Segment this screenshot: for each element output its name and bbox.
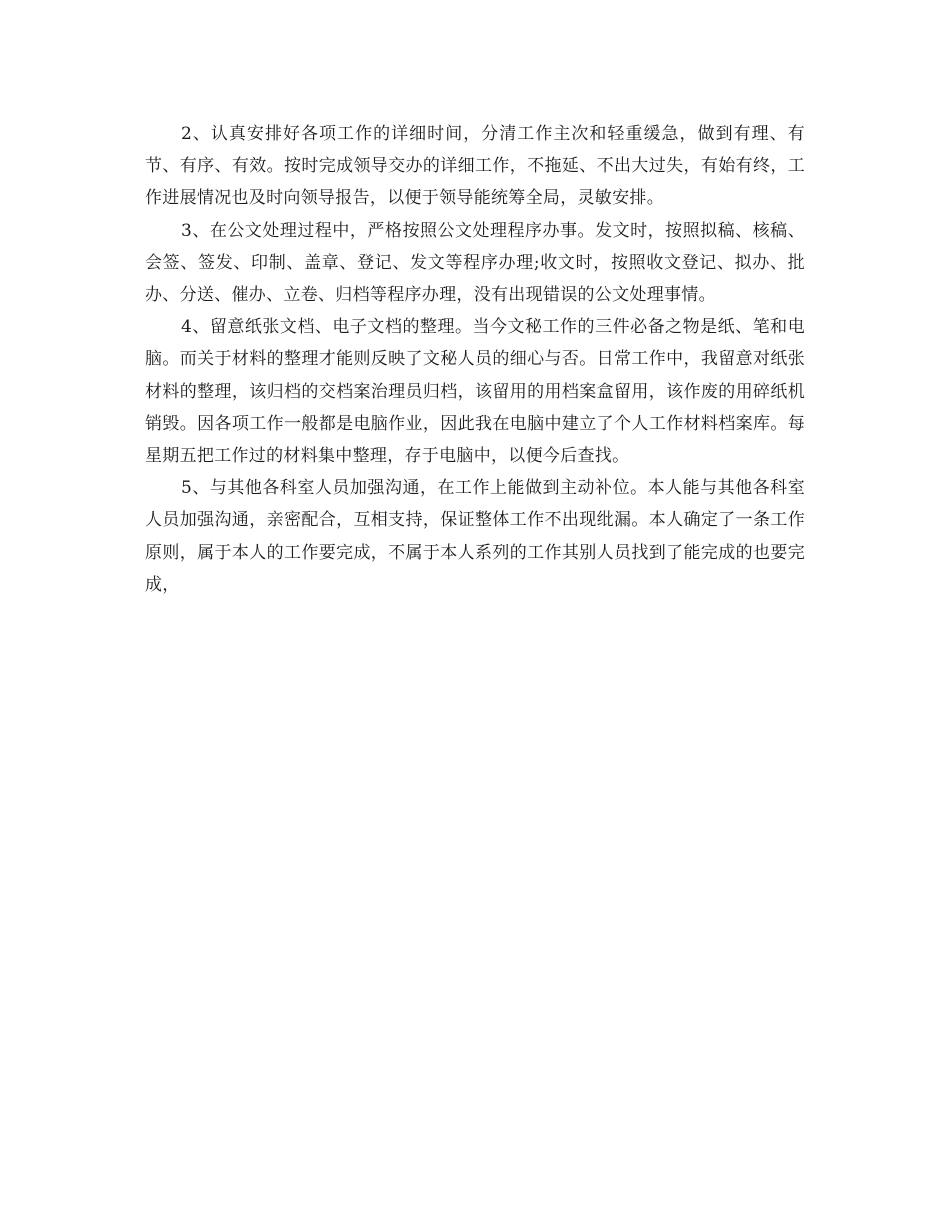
paragraph-item-4: 4、留意纸张文档、电子文档的整理。当今文秘工作的三件必备之物是纸、笔和电脑。而关于材料的整理才能则反映了文秘人员的细心与否。日常工作中，我留意对纸张材料的整理，该归档的交档案治理员归档，该留用的用档案盒留用，该作废的用碎纸机销毁。因各项工作一般都是电脑作业，因此我在电脑中建立了个人工作材料档案库。每星期五把工作过的材料集中整理，存于电脑中，以便今后查找。 bbox=[145, 317, 805, 467]
paragraph-item-2: 2、认真安排好各项工作的详细时间，分清工作主次和轻重缓急，做到有理、有节、有序、有效。按时完成领导交办的详细工作，不拖延、不出大过失，有始有终，工作进展情况也及时向领导报告，以便于领导能统筹全局，灵敏安排。 bbox=[145, 124, 805, 209]
paragraph-item-3: 3、在公文处理过程中，严格按照公文处理程序办事。发文时，按照拟稿、核稿、会签、签发、印制、盖章、登记、发文等程序办理;收文时，按照收文登记、拟办、批办、分送、催办、立卷、归档等程序办理，没有出现错误的公文处理事情。 bbox=[145, 220, 805, 306]
document-body bbox=[145, 118, 805, 601]
paragraph-item-5: 5、与其他各科室人员加强沟通，在工作上能做到主动补位。本人能与其他各科室人员加强沟通，亲密配合，互相支持，保证整体工作不出现纰漏。本人确定了一条工作原则，属于本人的工作要完成，不属于本人系列的工作其别人员找到了能完成的也要完成， bbox=[145, 478, 805, 595]
